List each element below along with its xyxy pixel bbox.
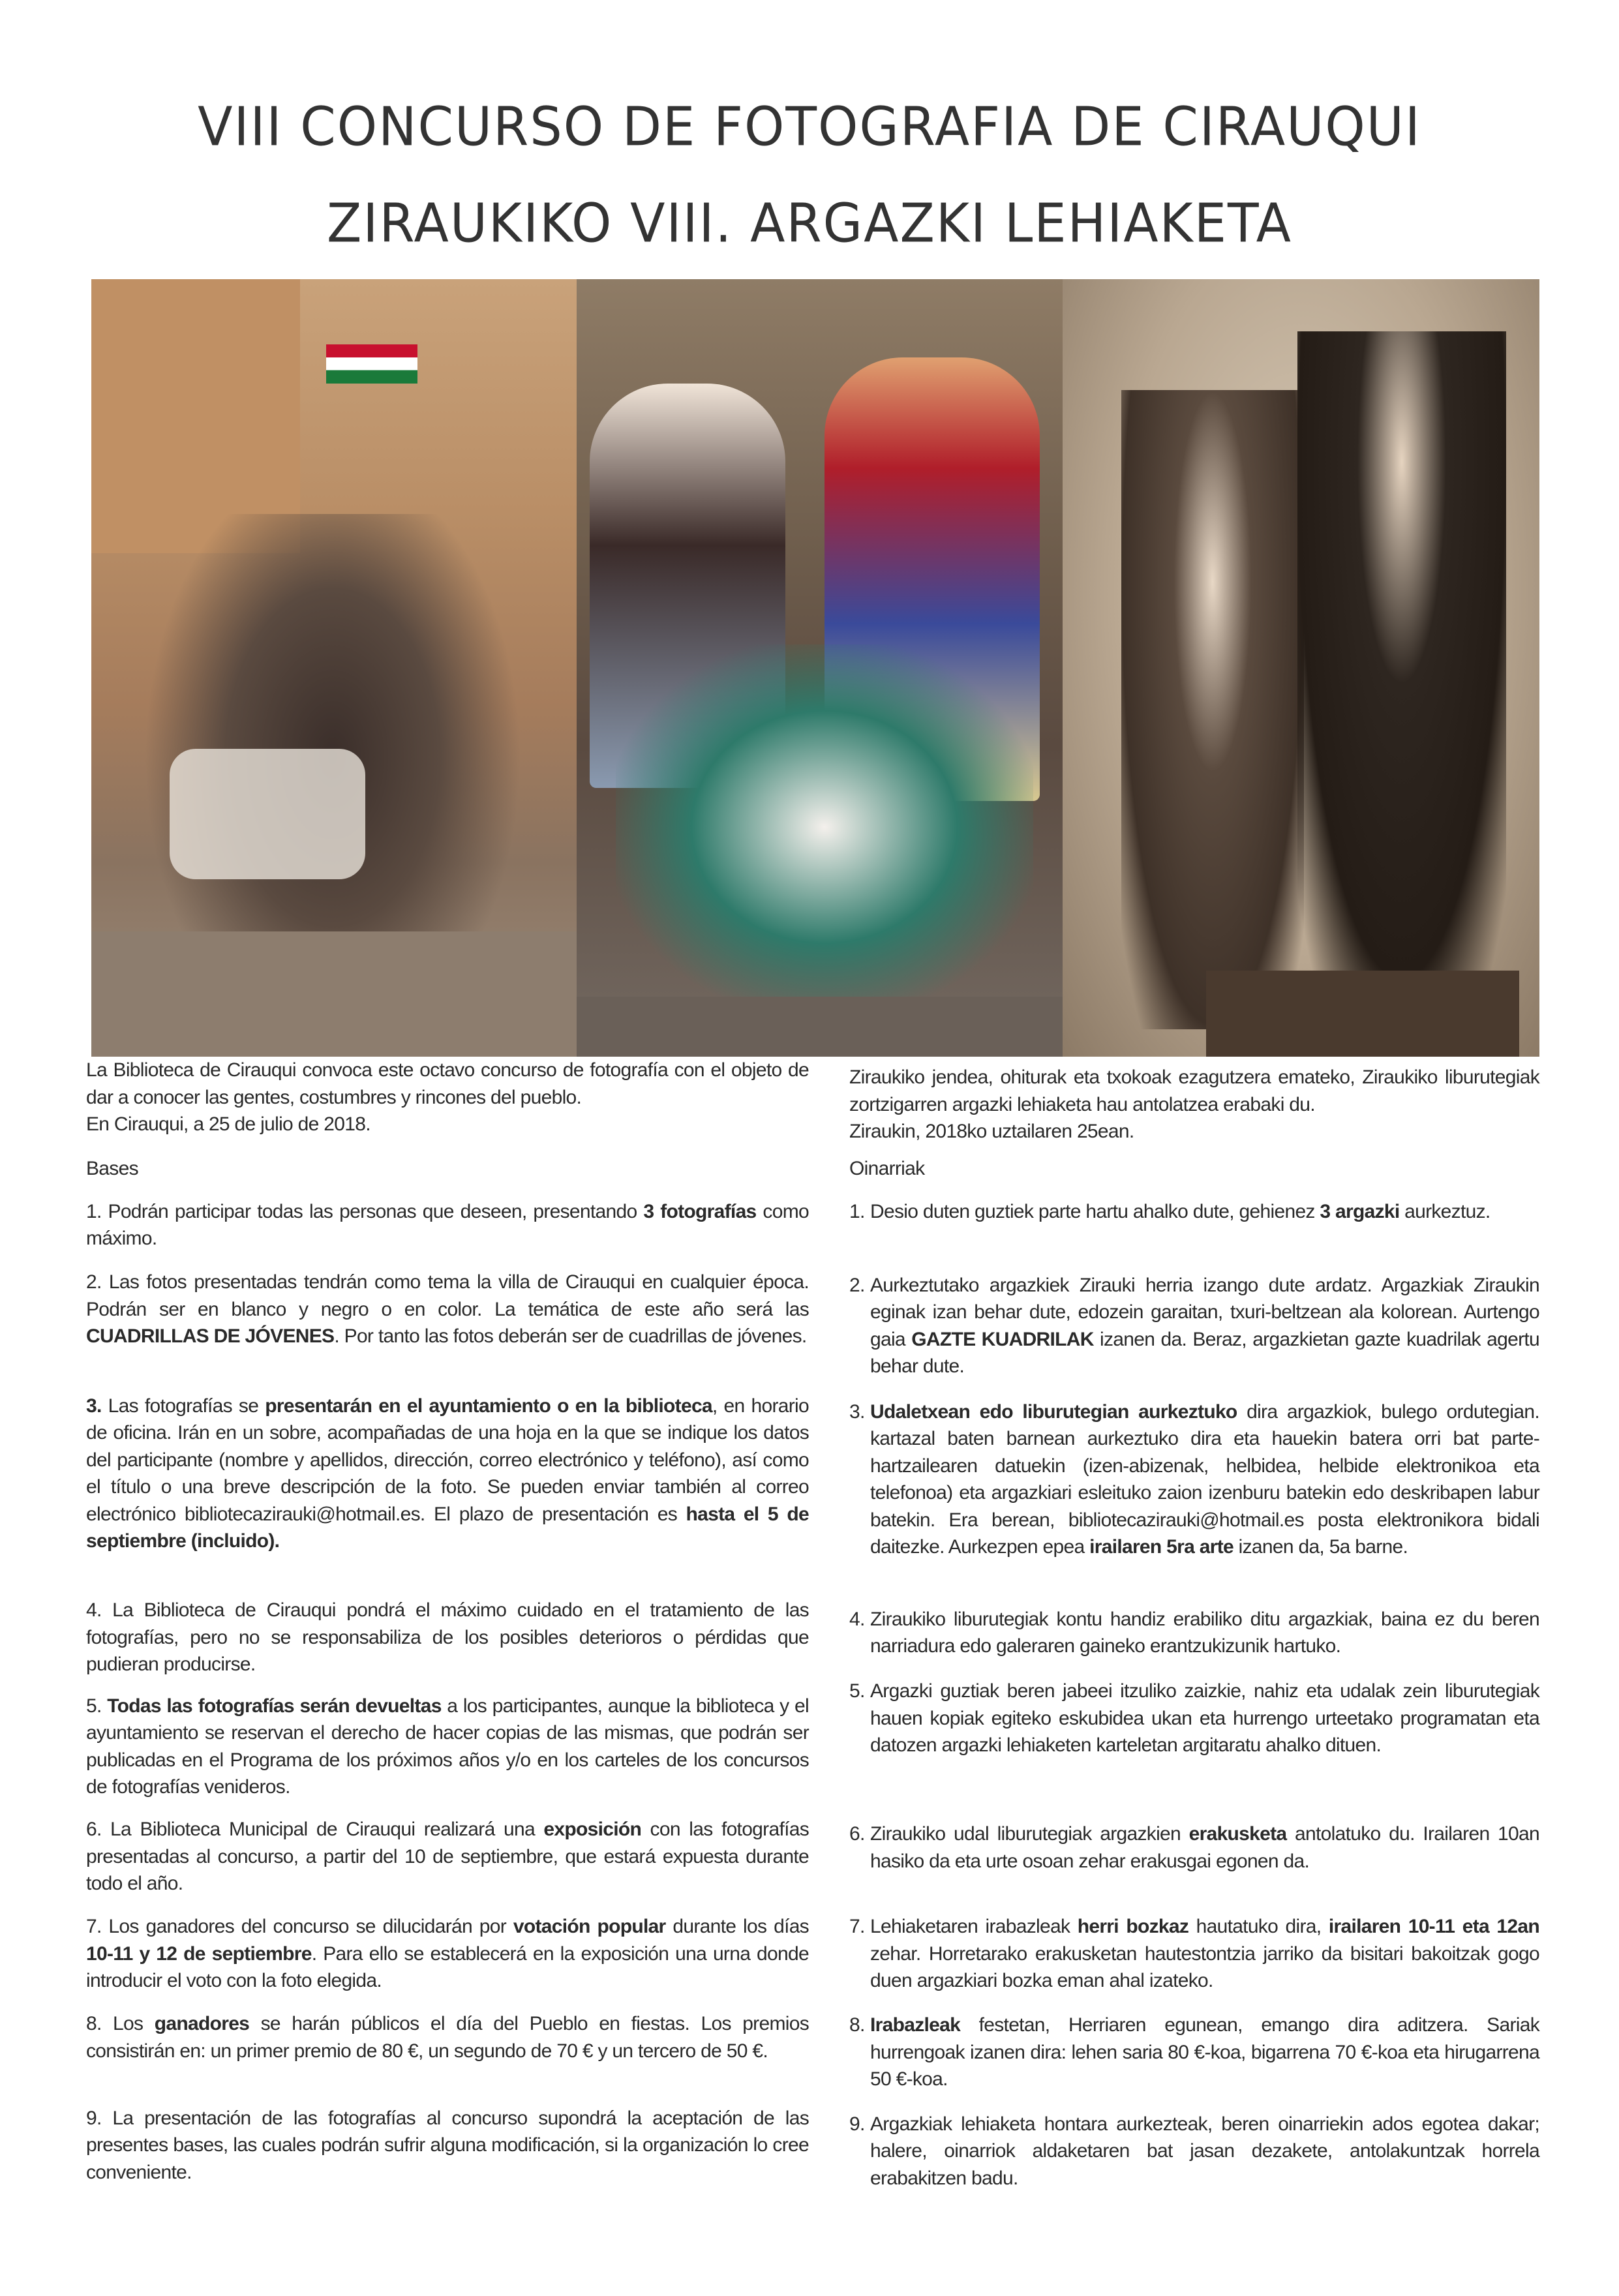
rule-item xyxy=(849,1913,1539,1995)
bold-text: herri bozkaz xyxy=(1077,1916,1189,1938)
text-segment: a los participantes, aunque la biblioteca y el ayuntamiento se reservan el derecho de hacer copias de las mismas, que podrán ser publicadas en el Programa de los próximos años y/o en los carteles de los concursos de fotografías venideros. xyxy=(86,1695,809,1798)
text-segment: Argazki guztiak beren jabeei itzuliko zaizkie, nahiz eta udalak zein liburutegiak hauen kopiak egiteko eskubidea ukan eta hurrengo urteetako programatan eta datozen argazki lehiaketen karteletan argitaratu ahalko dituen. xyxy=(870,1680,1539,1757)
bold-text: hasta el 5 de septiembre (incluido). xyxy=(86,1503,809,1552)
rule-item xyxy=(849,1272,1539,1380)
text-segment: 1. Podrán participar todas las personas que deseen, presentando xyxy=(86,1200,644,1222)
text-segment: dira argazkiok, bulego ordutegian. kartazal baten barnean aurkeztuko dira eta hauekin batera orri bat parte- hartzailearen datuekin (izen-abizenak, helbidea, helbide elektronikoa eta telefonoa) eta argazkiari esleituko zaion izenburu batekin edo deskribapen labur batekin. Era berean, bibliotecazirauki@hotmail.es posta elektronikora bidali daitezke. Aurkezpen epea xyxy=(870,1400,1539,1558)
rule-item xyxy=(86,1913,809,1995)
text-segment: zehar. Horretarako erakusketan hautestontzia jarriko da bisitari bakoitzak gogo duen argazkiari bozka eman ahal izateko. xyxy=(870,1942,1539,1992)
bold-text: Todas las fotografías serán devueltas xyxy=(107,1695,442,1717)
rule-item xyxy=(86,1693,809,1801)
rule-item xyxy=(849,1198,1539,1226)
text-segment: Lehiaketaren irabazleak xyxy=(870,1916,1078,1938)
text-segment: aurkeztuz. xyxy=(1399,1200,1490,1222)
rule-item xyxy=(849,2012,1539,2093)
text-segment: se harán públicos el día del Pueblo en fiestas. Los premios consistirán en: un primer premio de 80 €, un segundo de 70 € y un tercero de 50 €. xyxy=(86,2013,809,2062)
text-segment: festetan, Herriaren egunean, emango dira aditzera. Sariak hurrengoak izanen dira: lehen saria 80 €-koa, bigarrena 70 €-koa eta hirugarrena 50 €-koa. xyxy=(870,2014,1539,2091)
text-segment: 6. La Biblioteca Municipal de Cirauqui realizará una xyxy=(86,1819,544,1841)
bold-text: 3. xyxy=(86,1395,102,1417)
text-segment: Ziraukiko liburutegiak kontu handiz erabiliko ditu argazkiak, baina ez du beren narriadura edo galeraren gaineko erantzukizunik hartuko. xyxy=(870,1608,1539,1657)
text-segment: , en horario de oficina. Irán en un sobre, acompañadas de una hoja en la que se indique los datos del participante (nombre y apellidos, dirección, correo electrónico y teléfono), así como el título o una breve descripción de la foto. Se pueden enviar también al correo electrónico bibliotecazirauki@hotmail.es. El plazo de presentación es xyxy=(86,1395,809,1525)
rule-body xyxy=(849,1820,1539,1875)
text-segment: Las fotografías se xyxy=(101,1395,265,1417)
section-heading: Oinarriak xyxy=(849,1158,925,1180)
rule-body xyxy=(849,1606,1539,1660)
bold-text: exposición xyxy=(543,1819,642,1841)
bold-text: presentarán en el ayuntamiento o en la biblioteca xyxy=(265,1395,712,1417)
text-segment: 4. La Biblioteca de Cirauqui pondrá el máximo cuidado en el tratamiento de las fotografías, pero no se responsabiliza de los posibles deterioros o pérdidas que pudieran producirse. xyxy=(86,1599,809,1676)
text-segment: hautatuko dira, xyxy=(1188,1916,1329,1938)
rule-number: 3. xyxy=(849,1400,865,1423)
rule-body xyxy=(849,1398,1539,1561)
text-segment: . Para ello se establecerá en la exposición una urna donde introducir el voto con la foto elegida. xyxy=(86,1942,809,1992)
rule-number: 1. xyxy=(849,1200,865,1222)
text-segment: antolatuko du. Irailaren 10an hasiko da eta urte osoan zehar erakusgai egonen da. xyxy=(870,1823,1539,1872)
text-segment: Desio duten guztiek parte hartu ahalko dute, gehienez xyxy=(870,1200,1320,1222)
rule-item xyxy=(849,1820,1539,1875)
rule-number: 7. xyxy=(849,1916,865,1938)
title-basque: ZIRAUKIKO VIII. ARGAZKI LEHIAKETA xyxy=(327,192,1292,255)
photo-vintage-two-children xyxy=(1063,279,1539,1057)
rule-item xyxy=(849,1606,1539,1660)
text-segment: 5. xyxy=(86,1695,108,1717)
rule-item xyxy=(849,1678,1539,1759)
rule-body xyxy=(849,1272,1539,1380)
text-segment: . Por tanto las fotos deberán ser de cuadrillas de jóvenes. xyxy=(334,1325,807,1348)
rule-number: 8. xyxy=(849,2014,865,2036)
rule-item xyxy=(86,2105,809,2186)
rule-body xyxy=(849,2012,1539,2093)
text-segment: Aurkeztutako argazkiek Zirauki herria izango dute ardatz. Argazkiak Ziraukin eginak izan behar dute, edozein garaitan, txuri-beltzean ala kolorean. Aurtengo gaia xyxy=(870,1274,1539,1350)
photo-giants-and-children xyxy=(577,279,1063,1057)
rule-item xyxy=(86,1269,809,1350)
rule-item xyxy=(849,2111,1539,2192)
text-segment: 7. Los ganadores del concurso se dilucidarán por xyxy=(86,1916,513,1938)
text-segment: como máximo. xyxy=(86,1200,809,1250)
text-segment: con las fotografías presentadas al concurso, a partir del 10 de septiembre, que estará expuesta durante todo el año. xyxy=(86,1819,809,1895)
intro-text: Ziraukiko jendea, ohiturak eta txokoak ezagutzera emateko, Ziraukiko liburutegiak zortzigarren argazki lehiaketa hau antolatzea erabaki du. xyxy=(849,1066,1539,1115)
bold-text: 3 argazki xyxy=(1320,1200,1400,1222)
rule-item xyxy=(86,1198,809,1252)
rule-number: 5. xyxy=(849,1680,865,1702)
text-segment: Argazkiak lehiaketa hontara aurkezteak, beren oinarriekin ados egotea dakar; halere, oinarriok aldaketaren bat jasan dezakete, antolakuntzak horrela erabakitzen badu. xyxy=(870,2113,1539,2189)
rule-body xyxy=(849,2111,1539,2192)
title-spanish: VIII CONCURSO DE FOTOGRAFIA DE CIRAUQUI xyxy=(198,96,1421,159)
rule-item xyxy=(86,2010,809,2064)
rule-item xyxy=(849,1398,1539,1561)
text-segment: Ziraukiko udal liburutegiak argazkien xyxy=(870,1823,1189,1845)
bold-text: Udaletxean edo liburutegian aurkeztuko xyxy=(870,1400,1237,1423)
photo-strip xyxy=(91,279,1539,1057)
text-segment: durante los días xyxy=(665,1916,809,1938)
text-segment: 2. Las fotos presentadas tendrán como tema la villa de Cirauqui en cualquier época. Podrán ser en blanco y negro o en color. La temática de este año será las xyxy=(86,1271,809,1320)
rule-body xyxy=(849,1678,1539,1759)
bold-text: 10-11 y 12 de septiembre xyxy=(86,1942,312,1965)
bold-text: 3 fotografías xyxy=(643,1200,757,1222)
rule-number: 4. xyxy=(849,1608,865,1630)
photo-children-group-street xyxy=(91,279,577,1057)
intro-text: Ziraukin, 2018ko uztailaren 25ean. xyxy=(849,1121,1134,1143)
text-segment: izanen da. Beraz, argazkietan gazte kuadrilak agertu behar dute. xyxy=(870,1328,1539,1378)
rule-item xyxy=(86,1816,809,1897)
bold-text: irailaren 5ra arte xyxy=(1089,1536,1233,1558)
rule-body xyxy=(849,1913,1539,1995)
text-segment: 9. La presentación de las fotografías al concurso supondrá la aceptación de las presentes bases, las cuales podrán sufrir alguna modificación, si la organización lo cree conveniente. xyxy=(86,2107,809,2183)
rule-number: 6. xyxy=(849,1823,865,1845)
bold-text: erakusketa xyxy=(1188,1823,1287,1845)
bold-text: Irabazleak xyxy=(870,2014,961,2036)
text-segment: 8. Los xyxy=(86,2013,155,2035)
rule-number: 2. xyxy=(849,1274,865,1296)
intro-text: En Cirauqui, a 25 de julio de 2018. xyxy=(86,1113,371,1136)
bold-text: irailaren 10-11 eta 12an xyxy=(1328,1916,1540,1938)
rule-item xyxy=(86,1597,809,1678)
text-segment: izanen da, 5a barne. xyxy=(1233,1536,1408,1558)
rule-number: 9. xyxy=(849,2113,865,2135)
bold-text: GAZTE KUADRILAK xyxy=(911,1328,1094,1350)
bold-text: ganadores xyxy=(154,2013,250,2035)
bold-text: CUADRILLAS DE JÓVENES xyxy=(86,1325,335,1348)
intro-text: La Biblioteca de Cirauqui convoca este octavo concurso de fotografía con el objeto de dar a conocer las gentes, costumbres y rincones del pueblo. xyxy=(86,1059,809,1108)
section-heading: Bases xyxy=(86,1158,138,1180)
bold-text: votación popular xyxy=(513,1916,666,1938)
rule-body xyxy=(849,1198,1539,1226)
rule-item xyxy=(86,1393,809,1555)
